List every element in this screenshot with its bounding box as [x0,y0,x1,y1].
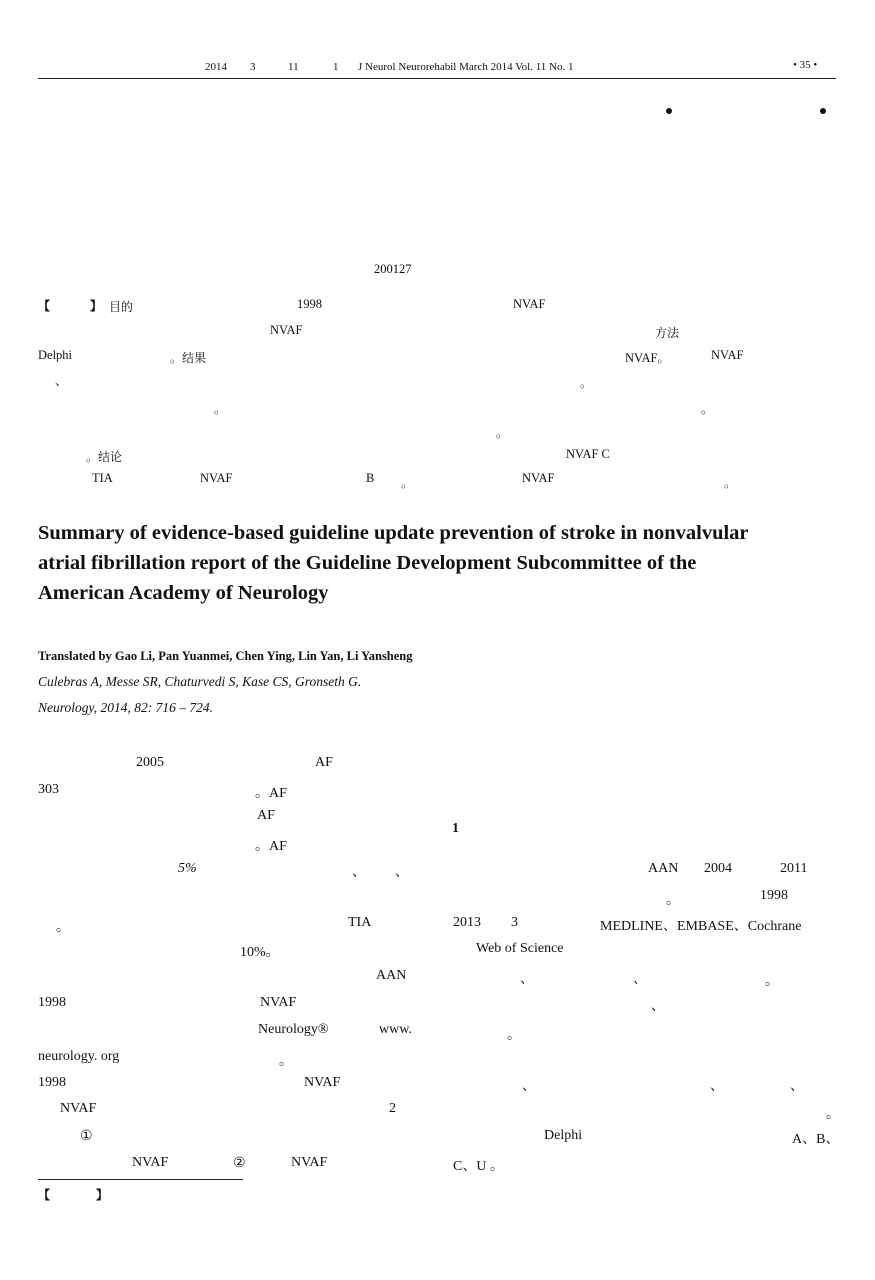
body-text: A、B、 [792,1132,840,1147]
body-text: NVAF [60,1101,97,1116]
body-text: ② [233,1156,246,1171]
abstract-objective-label: 目的 [109,300,134,314]
body-text: AAN [376,968,407,983]
body-text: 、 [790,1079,804,1094]
original-authors: Culebras A, Messe SR, Chaturvedi S, Kase CS, Gronseth G. [38,674,362,689]
abstract-tia: TIA [92,471,113,485]
abstract-punct: 。 [724,476,737,490]
body-text: 2011 [780,861,808,876]
body-text: 。 [56,920,70,935]
body-text: NVAF [291,1155,328,1170]
body-text: 。AF [255,839,287,854]
body-text: AAN [648,861,679,876]
body-text: 2004 [704,861,732,876]
header-volume: 11 [288,61,299,73]
abstract-nvaf: NVAF [522,471,555,485]
header-page-number: • 35 • [793,59,818,71]
affiliation-postcode: 200127 [374,262,412,276]
body-text: ① [80,1129,93,1144]
body-text: 。 [826,1107,840,1122]
body-text: 。 [507,1028,521,1043]
abstract-punct: 。 [214,402,227,416]
body-text: 。 [765,974,779,989]
abstract-punct: 、 [55,374,68,388]
abstract-nvaf: NVAF。 [625,351,670,365]
abstract-methods-label: 方法 [655,326,680,340]
abstract-punct: 。 [580,376,593,390]
body-text: 、 [520,972,534,987]
title-line: American Academy of Neurology [38,582,329,604]
body-text: TIA [348,915,372,930]
body-text: AF [315,755,333,770]
body-text: Neurology® [258,1022,329,1037]
header-issue: 1 [333,61,339,73]
footnote-open-bracket: 【 [38,1188,51,1202]
body-text: 2005 [136,755,164,770]
header-year: 2014 [205,61,227,73]
section-marker-left [666,108,672,114]
footnote-rule [38,1179,243,1180]
body-text: Delphi [544,1128,583,1143]
body-text: 3 [511,915,518,930]
body-text: 。 [666,893,680,908]
abstract-punct: 。 [496,426,509,440]
abstract-results-label: 。结果 [170,351,207,365]
abstract-close-bracket: 】 [90,299,103,313]
abstract-year: 1998 [297,297,322,311]
body-text: 。AF [255,786,287,801]
abstract-nvaf-c: NVAF C [566,447,610,461]
abstract-punct: 。 [401,476,414,490]
body-text: 、 [352,865,366,880]
section-marker-right [820,108,826,114]
body-text: NVAF [132,1155,169,1170]
article-title [38,518,838,608]
body-text: C、U 。 [453,1159,504,1174]
body-text: 10%。 [240,945,280,960]
body-text: 1998 [38,995,66,1010]
abstract-nvaf: NVAF [513,297,546,311]
body-text: 5% [178,861,197,876]
header-month: 3 [250,61,256,73]
body-text: 303 [38,782,59,797]
title-line: Summary of evidence-based guideline update prevention of stroke in nonvalvular [38,522,749,544]
body-text: 。 [279,1054,293,1069]
body-text: NVAF [260,995,297,1010]
body-text: NVAF [304,1075,341,1090]
section-number: 1 [452,821,459,836]
body-text: AF [257,808,275,823]
body-text: MEDLINE、EMBASE、Cochrane [600,919,802,934]
footnote-close-bracket: 】 [96,1188,109,1202]
abstract-nvaf: NVAF [270,323,303,337]
body-text: 2 [389,1101,396,1116]
body-text: 、 [633,972,647,987]
header-rule [38,78,836,79]
abstract-nvaf: NVAF [711,348,744,362]
body-text: www. [379,1022,412,1037]
body-text: 、 [651,999,665,1014]
body-text: Web of Science [476,941,564,956]
body-text: 2013 [453,915,481,930]
abstract-punct: 。 [701,402,714,416]
abstract-delphi: Delphi [38,348,73,362]
body-text: 1998 [760,888,788,903]
title-line: atrial fibrillation report of the Guideline Development Subcommittee of the [38,552,697,574]
abstract-conclusion-label: 。结论 [86,450,123,464]
body-text: neurology. org [38,1049,120,1064]
header-journal: J Neurol Neurorehabil March 2014 Vol. 11 No. 1 [358,61,574,73]
abstract-grade-b: B [366,471,375,485]
abstract-open-bracket: 【 [38,299,51,313]
citation: Neurology, 2014, 82: 716 – 724. [38,700,213,715]
abstract-nvaf: NVAF [200,471,233,485]
body-text: 、 [710,1079,724,1094]
translators: Translated by Gao Li, Pan Yuanmei, Chen Ying, Lin Yan, Li Yansheng [38,649,413,663]
body-text: 、 [395,865,409,880]
body-text: 1998 [38,1075,66,1090]
body-text: 、 [522,1079,536,1094]
